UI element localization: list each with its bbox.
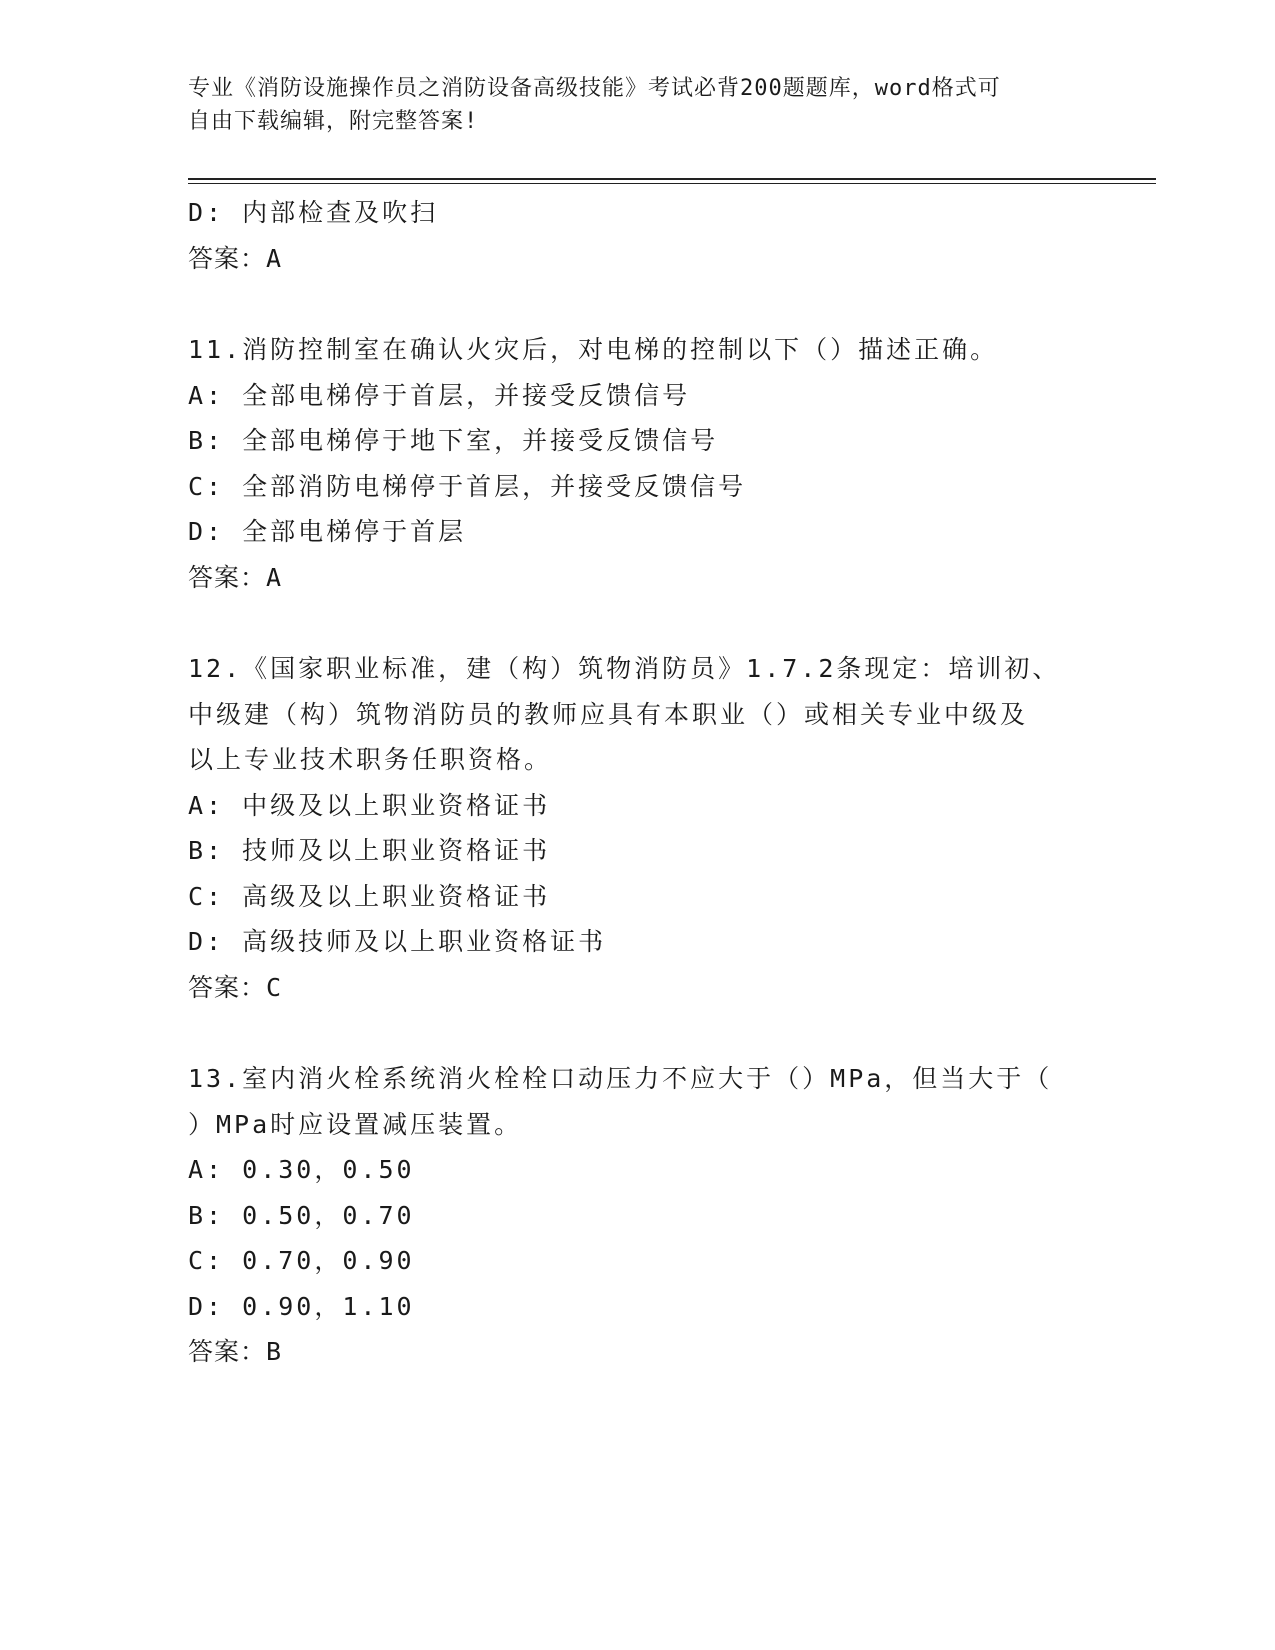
header-rule-secondary — [188, 183, 1156, 184]
option-a: A: 0.30，0.50 — [188, 1155, 415, 1184]
answer: 答案：A — [188, 243, 283, 273]
spacer — [188, 1010, 1088, 1056]
question-stem: 中级建（构）筑物消防员的教师应具有本职业（）或相关专业中级及 — [188, 699, 1029, 729]
document-body — [188, 190, 1088, 1375]
spacer — [188, 600, 1088, 646]
option-d: D: 0.90，1.10 — [188, 1291, 415, 1321]
answer: 答案：B — [188, 1337, 283, 1366]
answer: 答案：A — [188, 562, 283, 592]
option-d: D: 全部电梯停于首层 — [188, 517, 467, 546]
question-stem: 以上专业技术职务任职资格。 — [188, 745, 553, 774]
option-a: A: 全部电梯停于首层，并接受反馈信号 — [188, 380, 691, 410]
option-c: C: 高级及以上职业资格证书 — [188, 881, 551, 911]
option-c: C: 全部消防电梯停于首层，并接受反馈信号 — [188, 471, 747, 501]
spacer — [188, 281, 1088, 327]
option-b: B: 0.50，0.70 — [188, 1200, 415, 1230]
option-a: A: 中级及以上职业资格证书 — [188, 790, 551, 820]
page-header — [188, 72, 1068, 138]
header-line-1: 专业《消防设施操作员之消防设备高级技能》考试必背200题题库，word格式可 — [188, 76, 1001, 101]
question-11 — [188, 327, 1088, 600]
option-c: C: 0.70，0.90 — [188, 1246, 415, 1275]
previous-question-tail — [188, 190, 1088, 281]
question-stem: 11.消防控制室在确认火灾后，对电梯的控制以下（）描述正确。 — [188, 335, 999, 364]
question-stem: 13.室内消火栓系统消火栓栓口动压力不应大于（）MPa，但当大于（ — [188, 1064, 1053, 1093]
option-b: B: 全部电梯停于地下室，并接受反馈信号 — [188, 426, 719, 455]
question-13 — [188, 1056, 1088, 1375]
option-d: D: 内部检查及吹扫 — [188, 198, 439, 227]
option-b: B: 技师及以上职业资格证书 — [188, 836, 551, 865]
question-stem: 12.《国家职业标准，建（构）筑物消防员》1.7.2条现定：培训初、 — [188, 654, 1061, 683]
answer: 答案：C — [188, 972, 283, 1002]
option-d: D: 高级技师及以上职业资格证书 — [188, 927, 607, 956]
question-12 — [188, 646, 1088, 1010]
header-line-2: 自由下载编辑，附完整答案! — [188, 109, 479, 134]
header-rule — [188, 178, 1156, 180]
question-stem: ）MPa时应设置减压装置。 — [188, 1109, 523, 1139]
